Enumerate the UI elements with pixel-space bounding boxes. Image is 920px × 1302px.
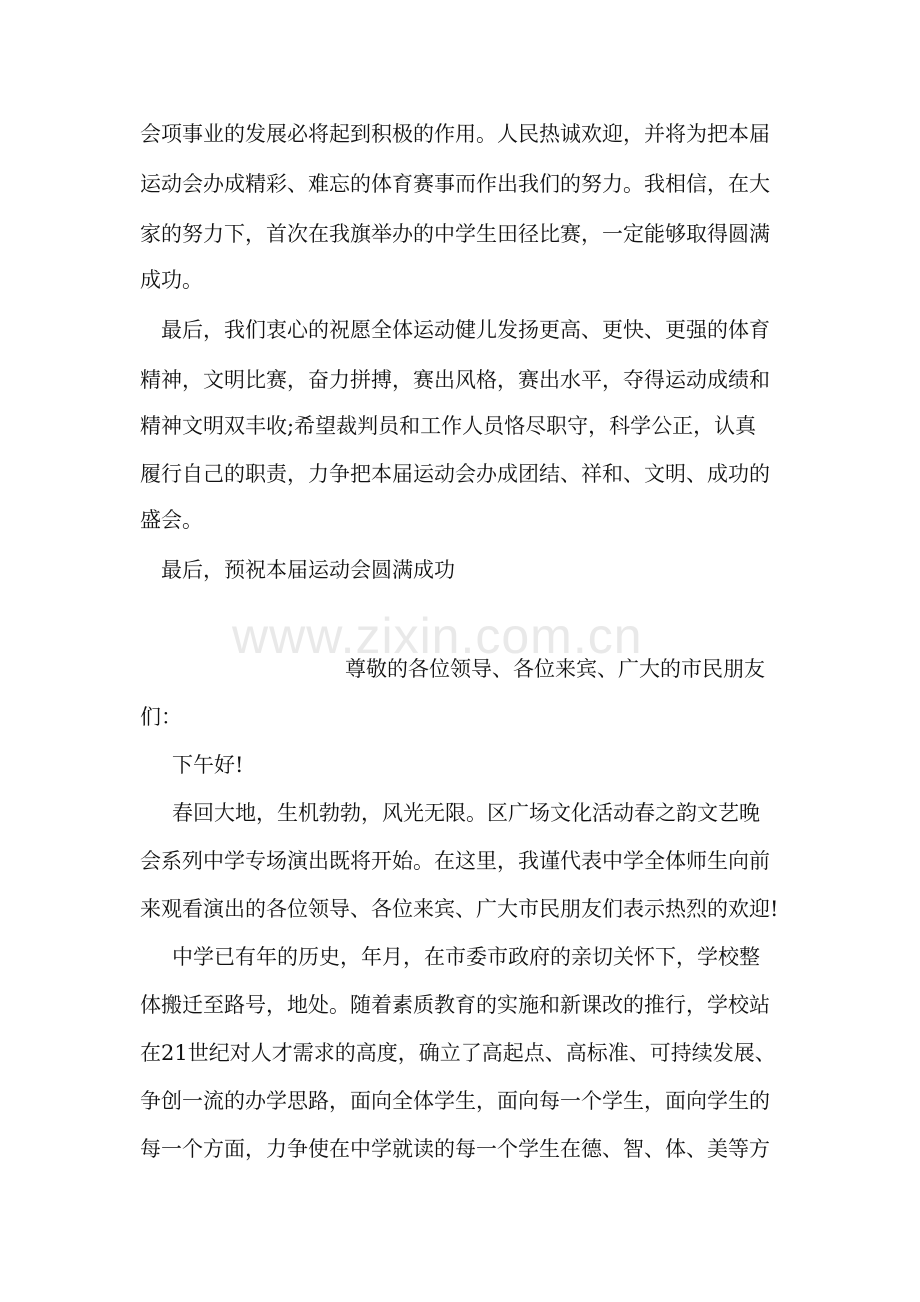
text-line: 履行自己的职责，力争把本届运动会办成团结、祥和、文明、成功的 — [140, 462, 770, 486]
text-line: 会系列中学专场演出既将开始。在这里，我谨代表中学全体师生向前 — [140, 849, 770, 873]
text-line: 每一个方面，力争使在中学就读的每一个学生在德、智、体、美等方 — [140, 1137, 770, 1161]
text-line: 争创一流的办学思路，面向全体学生，面向每一个学生，面向学生的 — [140, 1089, 770, 1113]
text-line: 盛会。 — [140, 508, 203, 532]
text-line: 运动会办成精彩、难忘的体育赛事而作出我们的努力。我相信，在大 — [140, 172, 770, 196]
text-line: 最后，预祝本届运动会圆满成功 — [161, 558, 455, 582]
text-line: 尊敬的各位领导、各位来宾、广大的市民朋友 — [345, 657, 765, 681]
text-line: 成功。 — [140, 268, 203, 292]
text-line: 体搬迁至路号，地处。随着素质教育的实施和新课改的推行，学校站 — [140, 993, 770, 1017]
text-line: 下午好! — [172, 753, 244, 777]
text-line: 在21世纪对人才需求的高度，确立了高起点、高标准、可持续发展、 — [140, 1041, 776, 1065]
text-line: 春回大地，生机勃勃，风光无限。区广场文化活动春之韵文艺晚 — [172, 801, 760, 825]
text-line: 们： — [140, 705, 182, 729]
text-line: 家的努力下，首次在我旗举办的中学生田径比赛，一定能够取得圆满 — [140, 222, 770, 246]
text-line: 精神文明双丰收;希望裁判员和工作人员恪尽职守，科学公正，认真 — [140, 414, 757, 438]
text-line: 中学已有年的历史，年月，在市委市政府的亲切关怀下，学校整 — [172, 945, 760, 969]
watermark: www.zixin.com.cn — [232, 608, 643, 664]
text-line: 最后，我们衷心的祝愿全体运动健儿发扬更高、更快、更强的体育 — [161, 318, 770, 342]
text-line: 来观看演出的各位领导、各位来宾、广大市民朋友们表示热烈的欢迎! — [140, 897, 779, 921]
text-line: 精神，文明比赛，奋力拼搏，赛出风格，赛出水平，夺得运动成绩和 — [140, 368, 770, 392]
text-line: 会项事业的发展必将起到积极的作用。人民热诚欢迎，并将为把本届 — [140, 122, 770, 146]
